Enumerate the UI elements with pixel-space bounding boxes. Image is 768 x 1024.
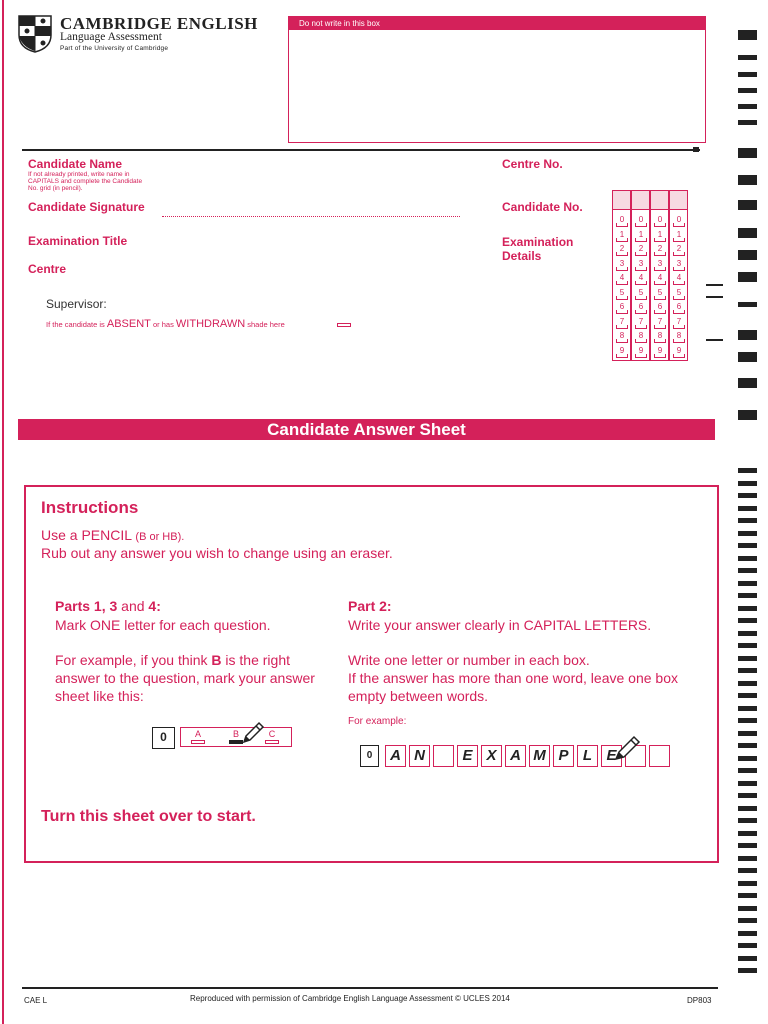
grid-digit-cell[interactable]: 9 xyxy=(615,346,629,358)
grid-digit-cell[interactable]: 1 xyxy=(634,230,648,242)
examination-title-label: Examination Title xyxy=(28,234,128,248)
timing-mark xyxy=(738,906,757,911)
timing-mark xyxy=(738,731,757,736)
timing-mark xyxy=(738,893,757,898)
header-divider-cap xyxy=(693,147,699,152)
mc-example-number: 0 xyxy=(152,727,175,749)
timing-mark xyxy=(738,718,757,723)
timing-mark xyxy=(738,693,757,698)
examination-details-label xyxy=(502,235,573,263)
side-dash xyxy=(706,339,723,341)
do-not-write-box xyxy=(288,16,706,143)
part-2-example-label: For example: xyxy=(348,716,407,727)
timing-mark xyxy=(738,806,757,811)
pencil-icon xyxy=(240,720,266,746)
parts-134-b: 4: xyxy=(148,598,161,614)
mc-option-c: C xyxy=(268,729,276,739)
absent-word: ABSENT xyxy=(106,318,151,330)
mc-option-b: B xyxy=(232,729,239,739)
absent-suffix: shade here xyxy=(245,320,285,329)
grid-column-entry-box[interactable] xyxy=(670,191,687,210)
timing-mark xyxy=(738,606,757,611)
footer-copyright: Reproduced with permission of Cambridge English Language Assessment © UCLES 2014 xyxy=(190,994,510,1003)
mc-option-c-bar xyxy=(265,740,279,744)
grid-digit-cell[interactable]: 9 xyxy=(653,346,667,358)
grid-digit-cell[interactable]: 2 xyxy=(634,244,648,256)
timing-mark xyxy=(738,506,757,511)
timing-mark xyxy=(738,881,757,886)
timing-mark xyxy=(738,618,757,623)
grid-column-entry-box[interactable] xyxy=(613,191,630,210)
timing-mark xyxy=(738,410,757,420)
letter-box: E xyxy=(457,745,478,767)
mc-example-frame xyxy=(180,727,292,747)
pencil-icon xyxy=(612,733,642,763)
timing-mark xyxy=(738,493,757,498)
grid-column xyxy=(650,190,669,361)
answer-sheet-banner: Candidate Answer Sheet xyxy=(18,419,715,440)
timing-mark xyxy=(738,378,757,388)
instructions-title: Instructions xyxy=(41,498,139,517)
grid-digit-cell[interactable]: 6 xyxy=(615,302,629,314)
side-dash xyxy=(706,296,723,298)
grid-digit-cell[interactable]: 0 xyxy=(615,215,629,227)
parts-134-a: Parts 1, 3 xyxy=(55,598,118,614)
footer-divider xyxy=(22,987,718,989)
grid-digit-cell[interactable]: 3 xyxy=(672,259,686,271)
grid-digit-cell[interactable]: 8 xyxy=(615,331,629,343)
timing-mark xyxy=(738,743,757,748)
header-divider xyxy=(22,149,700,151)
grid-column xyxy=(631,190,650,361)
grid-digit-cell[interactable]: 0 xyxy=(672,215,686,227)
pencil-grade-text: (B or HB). xyxy=(135,531,185,543)
letter-box: E xyxy=(601,745,622,767)
timing-mark xyxy=(738,956,757,961)
grid-digit-cell[interactable]: 8 xyxy=(634,331,648,343)
do-not-write-label: Do not write in this box xyxy=(289,17,705,30)
timing-mark xyxy=(738,943,757,948)
letter-box: P xyxy=(553,745,574,767)
timing-mark xyxy=(738,272,757,282)
grid-digit-cell[interactable]: 3 xyxy=(634,259,648,271)
grid-digit-cell[interactable]: 0 xyxy=(634,215,648,227)
timing-mark xyxy=(738,793,757,798)
timing-mark xyxy=(738,556,757,561)
absent-prefix: If the candidate is xyxy=(46,320,107,329)
turn-over-instruction: Turn this sheet over to start. xyxy=(41,808,256,825)
grid-digit-cell[interactable]: 2 xyxy=(672,244,686,256)
candidate-no-label: Candidate No. xyxy=(502,200,583,214)
centre-label: Centre xyxy=(28,262,67,276)
grid-column xyxy=(612,190,631,361)
grid-digit-cell[interactable]: 4 xyxy=(672,273,686,285)
parts-134-para-bold: B xyxy=(211,652,222,668)
grid-digit-cell[interactable]: 6 xyxy=(672,302,686,314)
grid-digit-cell[interactable]: 9 xyxy=(634,346,648,358)
signature-line[interactable] xyxy=(162,216,460,217)
letter-box: N xyxy=(409,745,430,767)
timing-mark xyxy=(738,148,757,158)
timing-mark xyxy=(738,818,757,823)
parts-134-and: and xyxy=(117,598,149,614)
left-border-rule xyxy=(2,0,4,1024)
timing-mark xyxy=(738,868,757,873)
logo-part-of: Part of the University of Cambridge xyxy=(60,45,169,52)
grid-column xyxy=(669,190,688,361)
timing-mark xyxy=(738,481,757,486)
timing-mark xyxy=(738,30,757,40)
side-dash xyxy=(706,284,723,286)
timing-mark xyxy=(738,656,757,661)
footer-code: CAE L xyxy=(24,996,48,1005)
letter-box: L xyxy=(577,745,598,767)
withdrawn-word: WITHDRAWN xyxy=(175,318,246,330)
candidate-signature-label: Candidate Signature xyxy=(28,200,145,214)
part-2-para1: Write one letter or number in each box. xyxy=(348,652,590,668)
absent-mid: or has xyxy=(150,320,176,329)
timing-mark xyxy=(738,568,757,573)
grid-digit-cell[interactable]: 8 xyxy=(672,331,686,343)
timing-mark xyxy=(738,468,757,473)
letter-box: A xyxy=(505,745,526,767)
grid-digit-cell[interactable]: 0 xyxy=(653,215,667,227)
grid-digit-cell[interactable]: 7 xyxy=(615,317,629,329)
timing-mark xyxy=(738,968,757,973)
parts-134-paragraph xyxy=(55,651,315,705)
pencil-text: Use a PENCIL xyxy=(41,527,136,543)
timing-mark xyxy=(738,531,757,536)
timing-mark xyxy=(738,931,757,936)
grid-digit-cell[interactable]: 3 xyxy=(653,259,667,271)
timing-mark xyxy=(738,72,757,77)
grid-digit-cell[interactable]: 6 xyxy=(653,302,667,314)
mc-option-a-bar xyxy=(191,740,205,744)
timing-mark xyxy=(738,856,757,861)
timing-mark xyxy=(738,843,757,848)
absent-note xyxy=(46,318,285,330)
grid-column-entry-box[interactable] xyxy=(651,191,668,210)
letter-box xyxy=(433,745,454,767)
parts-134-para-pre: For example, if you think xyxy=(55,652,212,668)
grid-digit-cell[interactable]: 5 xyxy=(653,288,667,300)
grid-digit-cell[interactable]: 2 xyxy=(615,244,629,256)
grid-digit-cell[interactable]: 5 xyxy=(634,288,648,300)
logo-title: CAMBRIDGE ENGLISH xyxy=(60,14,258,33)
letter-box: X xyxy=(481,745,502,767)
parts-134-heading xyxy=(55,598,161,614)
timing-mark xyxy=(738,250,757,260)
grid-digit-cell[interactable]: 4 xyxy=(653,273,667,285)
footer-form-id: DP803 xyxy=(687,996,712,1005)
parts-134-para-post: is the right answer to the question, mark your answer sheet like this: xyxy=(55,652,315,704)
candidate-number-grid[interactable] xyxy=(612,190,688,361)
letter-example-number: 0 xyxy=(360,745,379,767)
grid-digit-cell[interactable]: 1 xyxy=(672,230,686,242)
grid-digit-cell[interactable]: 5 xyxy=(615,288,629,300)
centre-no-label: Centre No. xyxy=(502,157,563,171)
grid-digit-cell[interactable]: 1 xyxy=(615,230,629,242)
instructions-pencil-line xyxy=(41,527,184,543)
letter-box xyxy=(649,745,670,767)
timing-mark xyxy=(738,518,757,523)
part-2-heading: Part 2: xyxy=(348,598,392,614)
part-2-line: Write your answer clearly in CAPITAL LETTERS. xyxy=(348,617,652,633)
grid-digit-cell[interactable]: 7 xyxy=(653,317,667,329)
grid-digit-cell[interactable]: 4 xyxy=(615,273,629,285)
timing-mark xyxy=(738,756,757,761)
grid-digit-cell[interactable]: 7 xyxy=(634,317,648,329)
crest-icon xyxy=(18,15,52,53)
grid-digit-cell[interactable]: 2 xyxy=(653,244,667,256)
grid-digit-cell[interactable]: 3 xyxy=(615,259,629,271)
timing-mark xyxy=(738,200,757,210)
timing-mark xyxy=(738,175,757,185)
timing-mark xyxy=(738,88,757,93)
logo-subtitle: Language Assessment xyxy=(60,31,162,43)
timing-mark xyxy=(738,55,757,60)
grid-column-entry-box[interactable] xyxy=(632,191,649,210)
letter-box: A xyxy=(385,745,406,767)
timing-mark xyxy=(738,302,757,307)
timing-mark xyxy=(738,681,757,686)
timing-mark xyxy=(738,781,757,786)
grid-digit-cell[interactable]: 5 xyxy=(672,288,686,300)
timing-mark xyxy=(738,768,757,773)
candidate-name-note: If not already printed, write name in CAPITALS and complete the Candidate No. grid (in pencil). xyxy=(28,171,143,192)
timing-mark xyxy=(738,668,757,673)
grid-digit-cell[interactable]: 6 xyxy=(634,302,648,314)
examination-details-line2: Details xyxy=(502,249,542,263)
supervisor-label: Supervisor: xyxy=(46,297,107,311)
mc-option-a: A xyxy=(194,729,201,739)
absent-shade-box[interactable] xyxy=(337,323,351,327)
part-2-paragraph xyxy=(348,651,698,705)
timing-mark xyxy=(738,330,757,340)
timing-mark xyxy=(738,120,757,125)
timing-mark xyxy=(738,228,757,238)
part-2-para2: If the answer has more than one word, leave one box empty between words. xyxy=(348,670,678,704)
timing-mark xyxy=(738,918,757,923)
timing-mark xyxy=(738,831,757,836)
grid-digit-cell[interactable]: 4 xyxy=(634,273,648,285)
instructions-eraser-line: Rub out any answer you wish to change using an eraser. xyxy=(41,545,393,561)
timing-mark xyxy=(738,352,757,362)
grid-digit-cell[interactable]: 7 xyxy=(672,317,686,329)
letter-box: M xyxy=(529,745,550,767)
timing-mark xyxy=(738,643,757,648)
timing-mark xyxy=(738,543,757,548)
examination-details-line1: Examination xyxy=(502,235,574,249)
grid-digit-cell[interactable]: 1 xyxy=(653,230,667,242)
timing-mark xyxy=(738,706,757,711)
timing-mark xyxy=(738,581,757,586)
timing-mark xyxy=(738,631,757,636)
parts-134-line: Mark ONE letter for each question. xyxy=(55,617,271,633)
timing-mark xyxy=(738,104,757,109)
grid-digit-cell[interactable]: 9 xyxy=(672,346,686,358)
timing-mark xyxy=(738,593,757,598)
grid-digit-cell[interactable]: 8 xyxy=(653,331,667,343)
candidate-name-label: Candidate Name xyxy=(28,157,123,171)
